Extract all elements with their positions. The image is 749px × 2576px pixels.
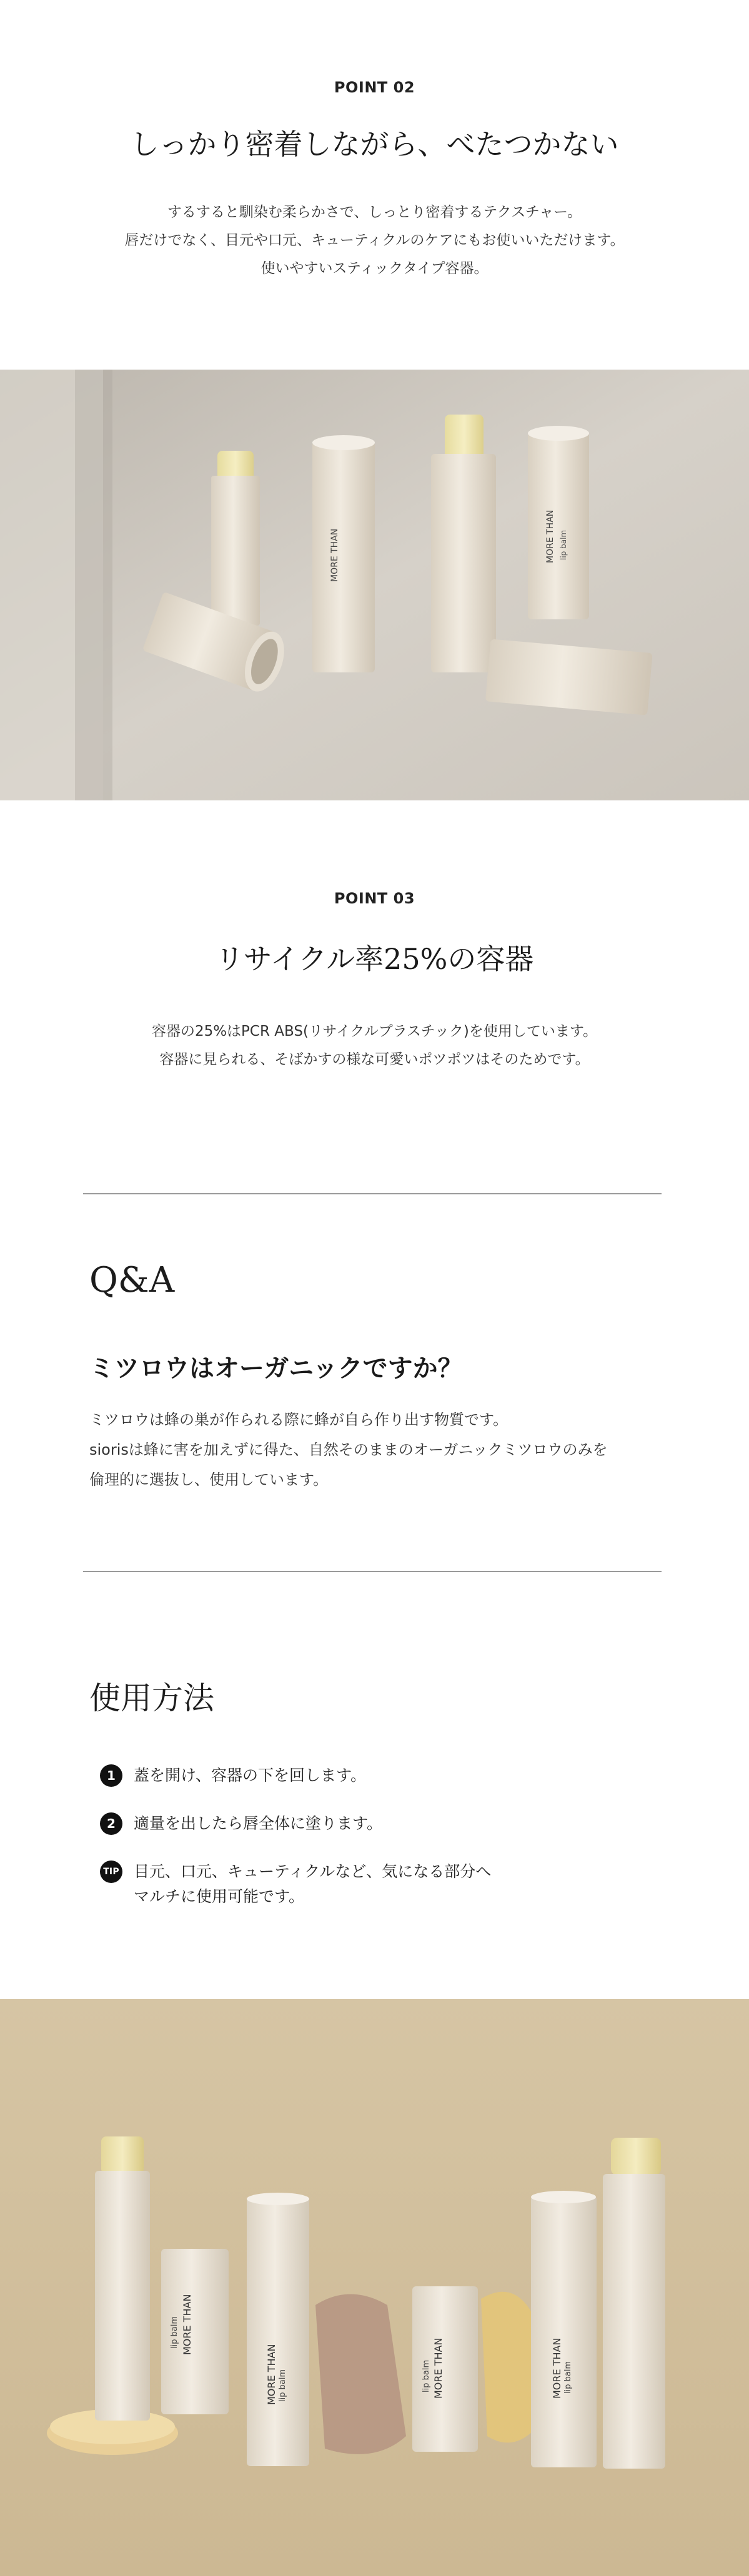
howto-heading: 使用方法 (89, 1680, 214, 1716)
tube-label-brand: MORE THAN (265, 2344, 277, 2405)
point02-body (0, 199, 749, 283)
tube-label-name: lip balm (278, 2369, 287, 2402)
step-number-badge: 1 (100, 1764, 122, 1787)
point03-label: POINT 03 (334, 890, 415, 907)
point02-label: POINT 02 (334, 79, 415, 96)
point02-body-line: 唇だけでなく、目元や口元、キューティクルのケアにもお使いいただけます。 (124, 232, 625, 248)
section-divider (83, 1571, 662, 1572)
tube-label-name: lip balm (559, 529, 568, 560)
qa-answer-line: siorisは蜂に害を加えずに得た、自然そのままのオーガニックミツロウのみを (89, 1441, 608, 1458)
point02-title: しっかり密着しながら、べたつかない (130, 127, 619, 161)
howto-step (100, 1763, 366, 1788)
point02-body-line: するすると馴染む柔らかさで、しっとり密着するテクスチャー。 (167, 204, 582, 220)
section-divider (83, 1193, 662, 1194)
tube-label-name: lip balm (422, 2359, 431, 2392)
tip-badge: TIP (100, 1861, 122, 1883)
qa-answer-line: 倫理的に選抜し、使用しています。 (89, 1471, 329, 1488)
tube-label-name: lip balm (170, 2316, 179, 2349)
point03-body (0, 1018, 749, 1074)
howto-step (100, 1811, 382, 1836)
howto-tip (100, 1859, 491, 1909)
product-photo-beige (0, 1999, 749, 2576)
step-text: 適量を出したら唇全体に塗ります。 (134, 1814, 383, 1832)
point03-body-line: 容器に見られる、そばかすの様な可愛いポツポツはそのためです。 (159, 1051, 590, 1068)
step-text: 蓋を開け、容器の下を回します。 (134, 1766, 367, 1784)
tube-label-brand: MORE THAN (181, 2294, 193, 2355)
qa-answer (89, 1405, 607, 1495)
point02-body-line: 使いやすいスティックタイプ容器。 (260, 260, 489, 277)
tube-label-name: lip balm (563, 2361, 573, 2394)
tube-label-brand: MORE THAN (330, 528, 340, 582)
qa-heading: Q&A (89, 1260, 175, 1300)
tube-label-brand: MORE THAN (432, 2338, 444, 2399)
tip-text: 目元、口元、キューティクルなど、気になる部分へ マルチに使用可能です。 (134, 1862, 492, 1905)
step-number-badge: 2 (100, 1812, 122, 1835)
tube-label-brand: MORE THAN (551, 2338, 563, 2399)
qa-answer-line: ミツロウは蜂の巣が作られる際に蜂が自ら作り出す物質です。 (89, 1411, 508, 1428)
point03-body-line: 容器の25%はPCR ABS(リサイクルプラスチック)を使用しています。 (151, 1023, 598, 1040)
product-photo-stone (0, 370, 749, 800)
tube-label-brand: MORE THAN (545, 509, 555, 563)
point03-title: リサイクル率25%の容器 (215, 942, 534, 976)
qa-question: ミツロウはオーガニックですか？ (89, 1354, 463, 1383)
